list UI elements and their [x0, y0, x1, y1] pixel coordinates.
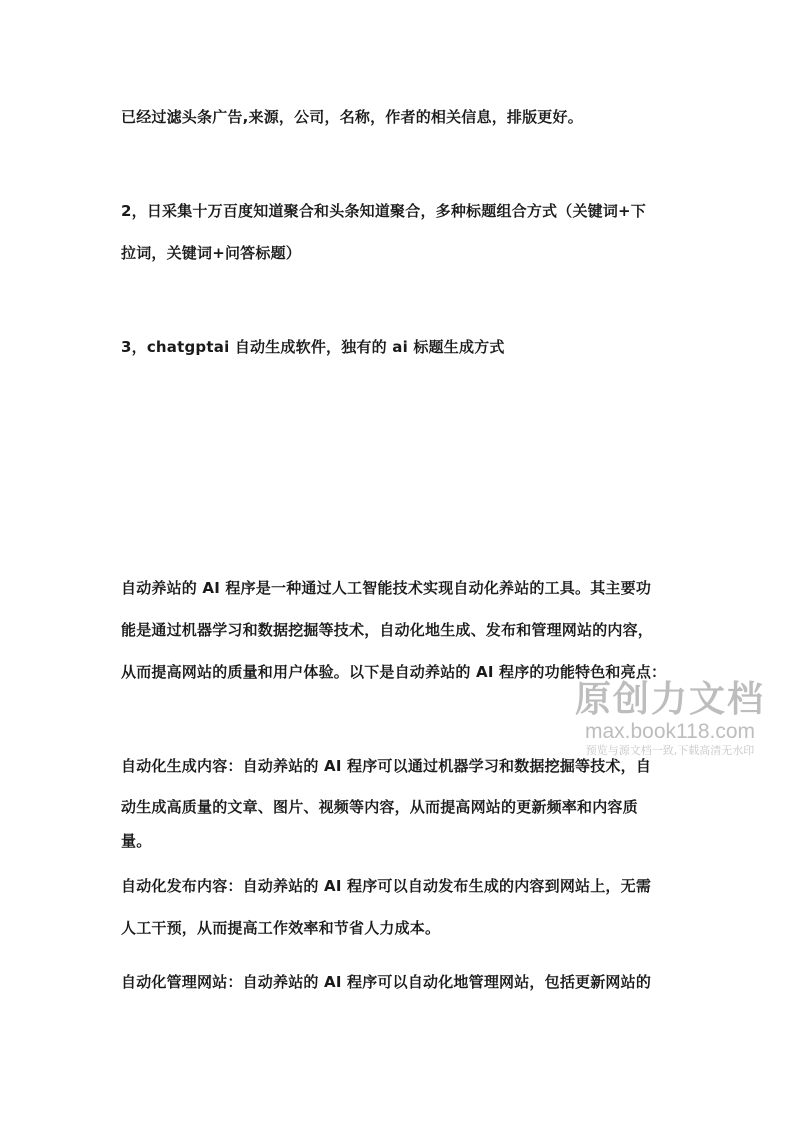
watermark-note: 预览与源文档一致,下载高清无水印: [585, 744, 755, 757]
paragraph-4-line-2: 能是通过机器学习和数据挖掘等技术，自动化地生成、发布和管理网站的内容，: [121, 621, 654, 639]
paragraph-7-line-1: 自动化管理网站：自动养站的 AI 程序可以自动化地管理网站，包括更新网站的: [121, 973, 652, 991]
paragraph-1-line-1: 已经过滤头条广告,来源，公司，名称，作者的相关信息，排版更好。: [121, 108, 583, 126]
paragraph-6-line-2: 人工干预，从而提高工作效率和节省人力成本。: [121, 919, 441, 937]
paragraph-2-line-2: 拉词，关键词+问答标题）: [121, 244, 301, 262]
paragraph-4-line-3: 从而提高网站的质量和用户体验。以下是自动养站的 AI 程序的功能特色和亮点：: [121, 663, 667, 681]
paragraph-5-line-3: 量。: [121, 832, 152, 850]
paragraph-5-line-2: 动生成高质量的文章、图片、视频等内容，从而提高网站的更新频率和内容质: [121, 798, 638, 816]
paragraph-4-line-1: 自动养站的 AI 程序是一种通过人工智能技术实现自动化养站的工具。其主要功: [121, 579, 652, 597]
watermark-title: 原创力文档: [574, 679, 765, 720]
paragraph-5-line-1: 自动化生成内容：自动养站的 AI 程序可以通过机器学习和数据挖掘等技术，自: [121, 757, 652, 775]
watermark: [560, 680, 780, 758]
watermark-url: max.book118.com: [584, 720, 756, 743]
paragraph-3-line-1: 3，chatgptai 自动生成软件，独有的 ai 标题生成方式: [121, 338, 505, 356]
paragraph-6-line-1: 自动化发布内容：自动养站的 AI 程序可以自动发布生成的内容到网站上，无需: [121, 877, 652, 895]
paragraph-2-line-1: 2，日采集十万百度知道聚合和头条知道聚合，多种标题组合方式（关键词+下: [121, 202, 647, 220]
